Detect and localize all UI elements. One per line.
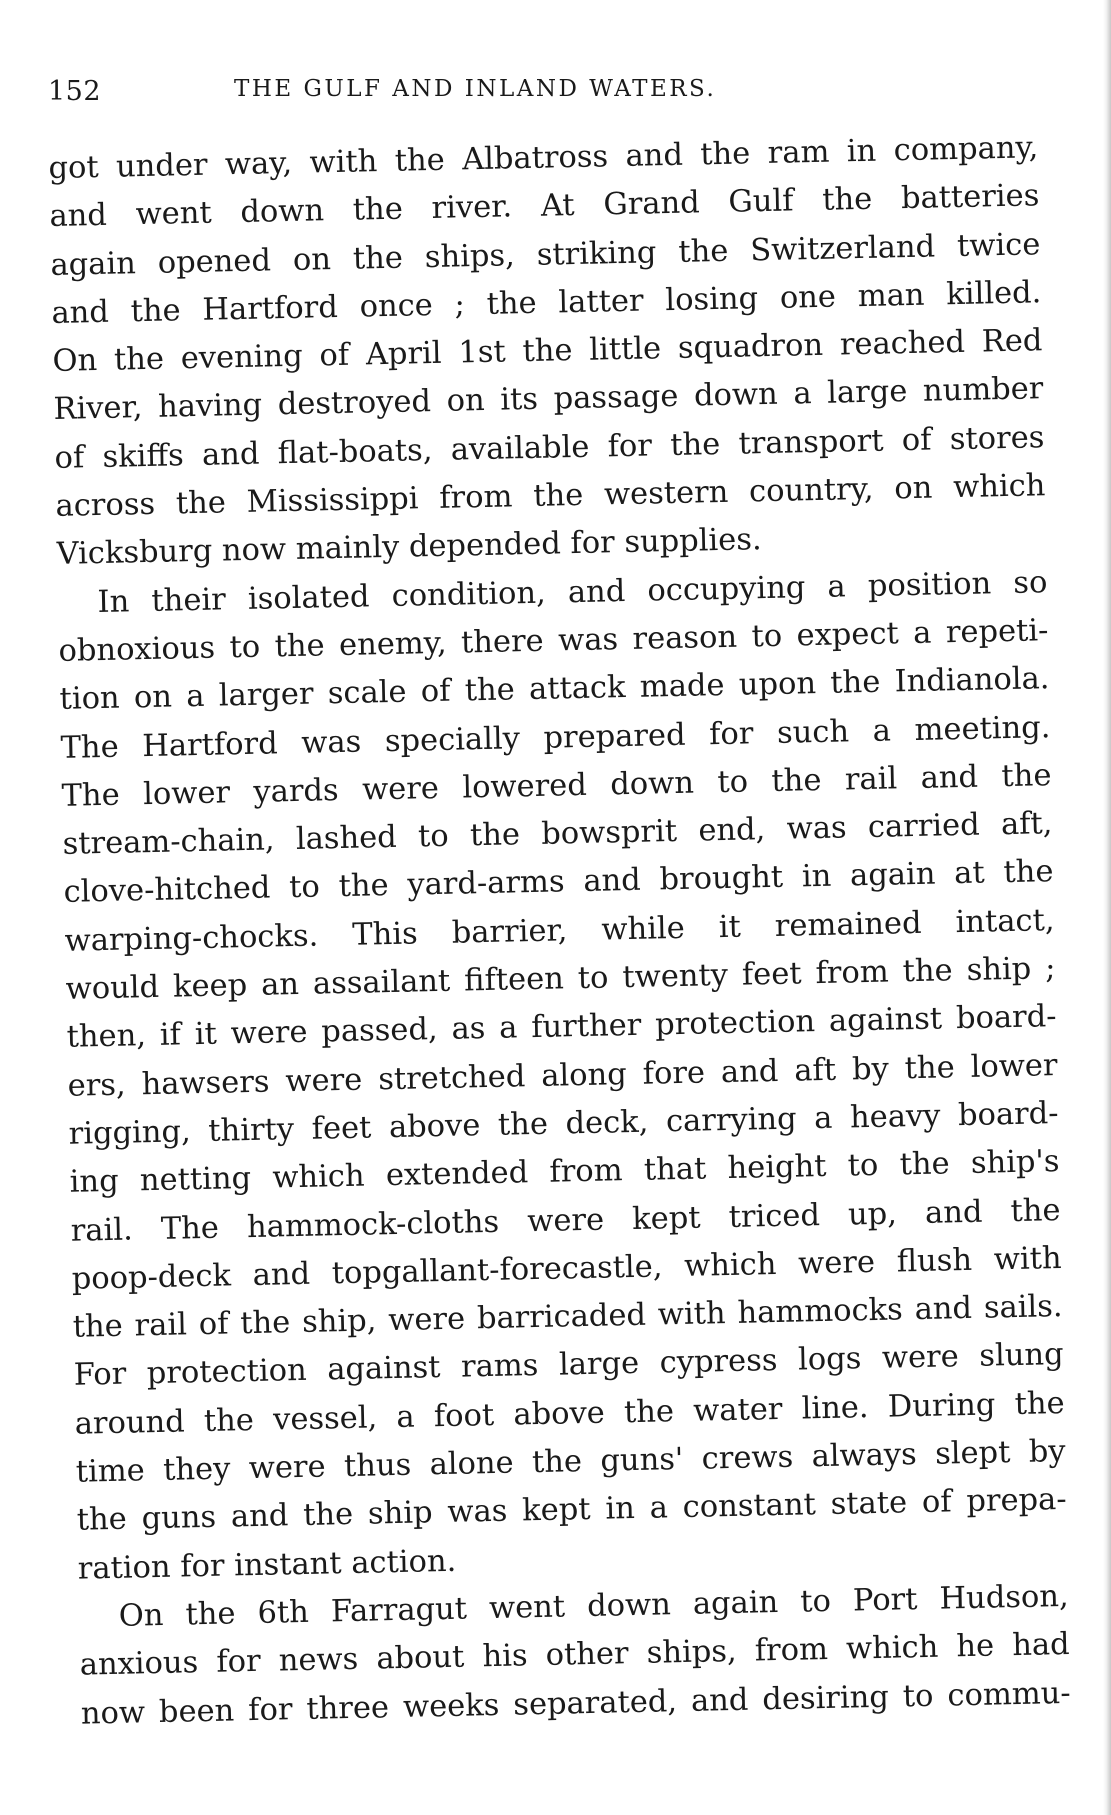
text-line: and went down the river. At Grand Gulf the batteries <box>49 178 1040 235</box>
text-line: stream-chain, lashed to the bowsprit end, was carried aft, <box>62 806 1053 862</box>
text-line: now been for three weeks separated, and desiring to commu- <box>80 1675 1072 1732</box>
text-line: clove-hitched to the yard-arms and brought in again at the <box>63 854 1054 911</box>
text-line: warping-chocks. This barrier, while it remained intact, <box>64 902 1055 959</box>
text-line: then, if it were passed, as a further protection against board- <box>66 999 1057 1056</box>
page-header <box>48 72 878 112</box>
text-line: ing netting which extended from that height to the ship's <box>69 1144 1060 1201</box>
text-line: tion on a larger scale of the attack made upon the Indianola. <box>59 661 1050 718</box>
text-line: the rail of the ship, were barricaded with hammocks and sails. <box>72 1289 1063 1345</box>
text-line: across the Mississippi from the western country, on which <box>55 468 1046 524</box>
text-line: ration for instant action. <box>77 1543 457 1587</box>
text-line: On the evening of April 1st the little squadron reached Red <box>52 323 1043 380</box>
text-line: of skiffs and flat-boats, available for the transport of stores <box>54 419 1045 476</box>
text-line: ers, hawsers were stretched along fore and aft by the lower <box>67 1047 1058 1104</box>
text-line: again opened on the ships, striking the Switzerland twice <box>50 226 1041 283</box>
text-line: In their isolated condition, and occupying a position so <box>97 564 1048 620</box>
text-line: rail. The hammock-cloths were kept triced up, and the <box>70 1192 1061 1249</box>
text-line: poop-deck and topgallant-forecastle, which were flush with <box>71 1240 1062 1297</box>
text-line: time they were thus alone the guns' crews always slept by <box>75 1433 1066 1490</box>
running-title: THE GULF AND INLAND WATERS. <box>234 76 717 102</box>
text-line: For protection against rams large cypress logs were slung <box>73 1337 1064 1394</box>
page-number: 152 <box>48 76 102 107</box>
text-line: would keep an assailant fifteen to twenty feet from the ship ; <box>65 951 1056 1007</box>
text-line: rigging, thirty feet above the deck, carrying a heavy board- <box>68 1095 1059 1152</box>
text-line: anxious for news about his other ships, from which he had <box>79 1627 1070 1683</box>
body-text <box>48 124 1081 1738</box>
scan-edge <box>1103 0 1111 1815</box>
text-line: the guns and the ship was kept in a constant state of prepa- <box>76 1482 1067 1539</box>
text-line: got under way, with the Albatross and the ram in company, <box>48 130 1039 186</box>
text-line: River, having destroyed on its passage down a large number <box>53 371 1044 428</box>
text-line: On the 6th Farragut went down again to Port Hudson, <box>118 1578 1069 1634</box>
text-line: Vicksburg now mainly depended for supplies. <box>56 522 762 573</box>
text-line: obnoxious to the enemy, there was reason to expect a repeti- <box>58 613 1049 669</box>
text-line: and the Hartford once ; the latter losing one man killed. <box>51 275 1042 331</box>
text-line: around the vessel, a foot above the water line. During the <box>74 1385 1065 1442</box>
text-line: The lower yards were lowered down to the rail and the <box>61 757 1052 814</box>
text-line: The Hartford was specially prepared for such a meeting. <box>60 709 1051 766</box>
